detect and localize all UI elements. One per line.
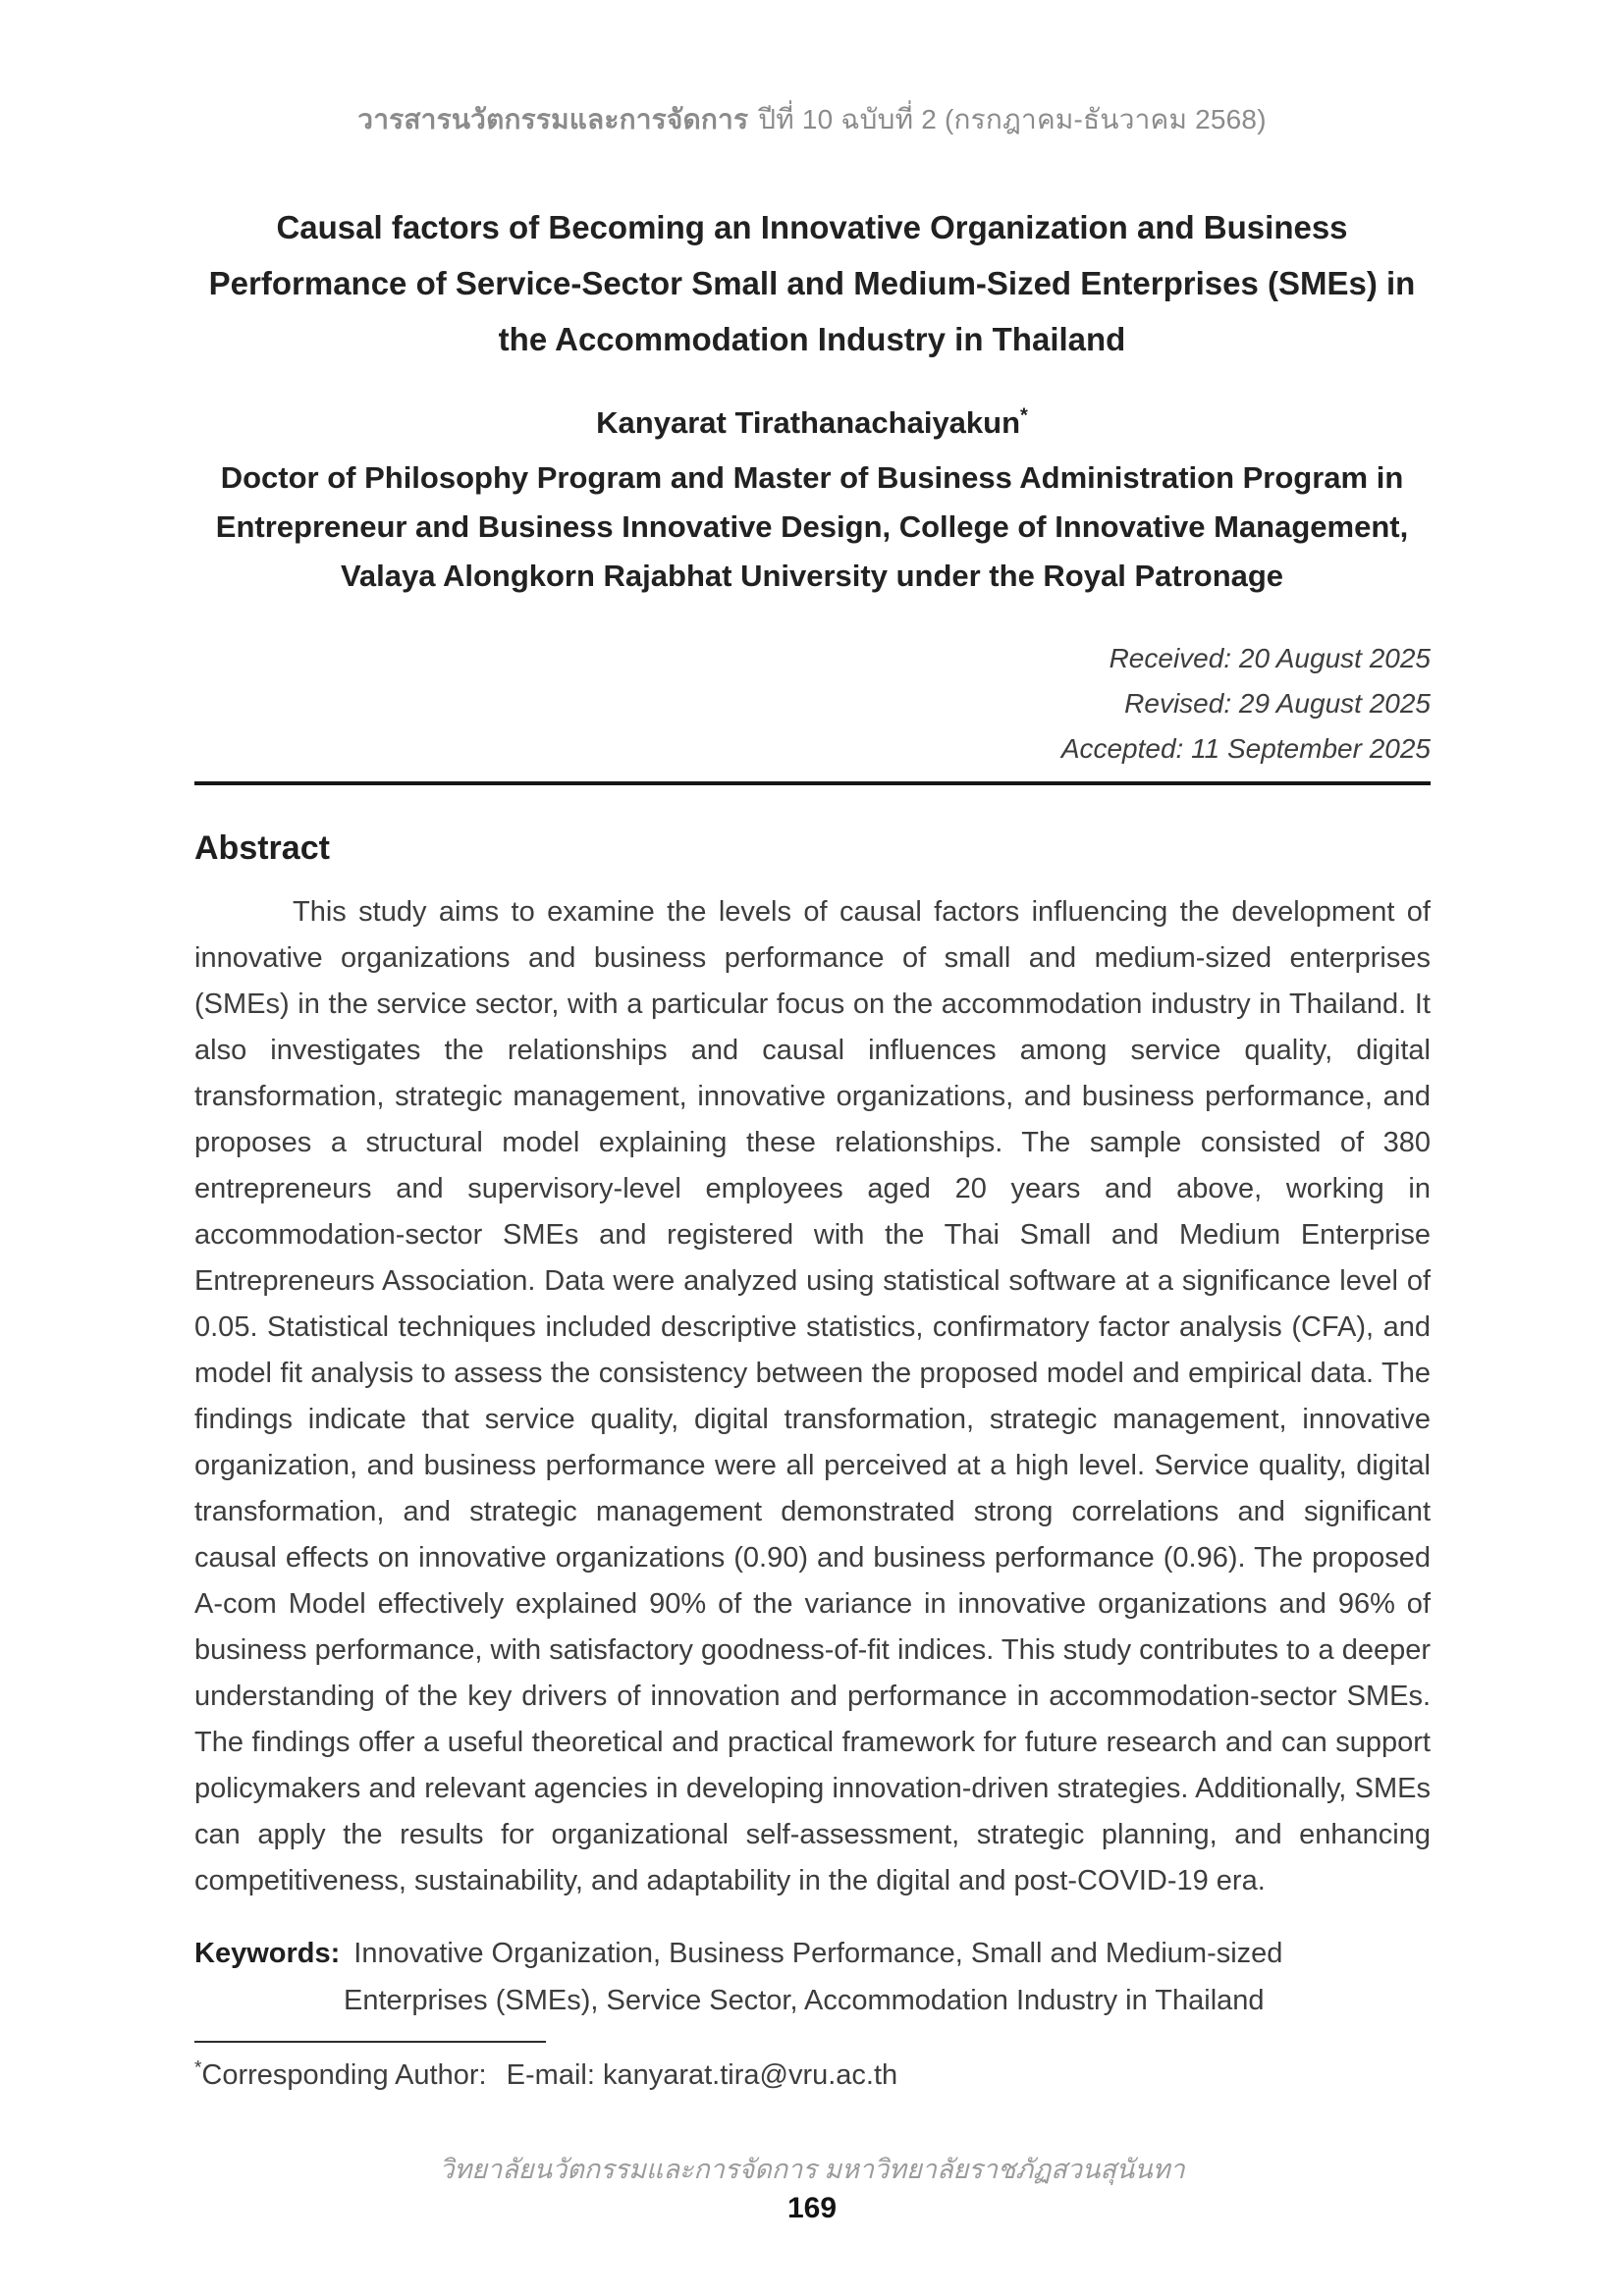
journal-header xyxy=(0,98,1624,141)
footnote-email-label: E-mail: xyxy=(506,2059,595,2091)
institution-footer: วิทยาลัยนวัตกรรมและการจัดการ มหาวิทยาลัยราชภัฏสวนสุนันทา xyxy=(439,2155,1185,2184)
page-number: 169 xyxy=(786,2192,838,2224)
affiliation-line-3: Valaya Alongkorn Rajabhat University under the Royal Patronage xyxy=(340,559,1284,593)
abstract-heading: Abstract xyxy=(194,829,330,867)
affiliation-line-1: Doctor of Philosophy Program and Master of Business Administration Program in xyxy=(220,460,1404,495)
footnote-divider-rule xyxy=(194,2041,546,2043)
author-name: Kanyarat Tirathanachaiyakun xyxy=(596,405,1021,440)
footnote-email-address: kanyarat.tira@vru.ac.th xyxy=(602,2059,898,2091)
submission-dates xyxy=(1061,636,1431,772)
paper-title xyxy=(98,199,1526,367)
author-line xyxy=(0,405,1624,441)
footnote-marker: * xyxy=(194,2057,202,2079)
abstract-text: This study aims to examine the levels of causal factors influencing the development of innovative organizations and business performance of small and medium-sized enterprises (SMEs) in the service sector, with a particular focus on the accommodation industry in Thailand. It also investigates the relationships and causal influences among service quality, digital transformation, strategic management, innovative organizations, and business performance, and proposes a structural model explaining these relationships. The sample consisted of 380 entrepreneurs and supervisory-level employees aged 20 years and above, working in accommodation-sector SMEs and registered with the Thai Small and Medium Enterprise Entrepreneurs Association. Data were analyzed using statistical software at a significance level of 0.05. Statistical techniques included descriptive statistics, confirmatory factor analysis (CFA), and model fit analysis to assess the consistency between the proposed model and empirical data. The findings indicate that service quality, digital transformation, strategic management, innovative organization, and business performance were all perceived at a high level. Service quality, digital transformation, and strategic management demonstrated strong correlations and significant causal effects on innovative organizations (0.90) and business performance (0.96). The proposed A-com Model effectively explained 90% of the variance in innovative organizations and 96% of business performance, with satisfactory goodness-of-fit indices. This study contributes to a deeper understanding of the key drivers of innovation and performance in accommodation-sector SMEs. The findings offer a useful theoretical and practical framework for future research and can support policymakers and relevant agencies in developing innovation-driven strategies. Additionally, SMEs can apply the results for organizational self-assessment, strategic planning, and enhancing competitiveness, sustainability, and adaptability in the digital and post-COVID-19 era. xyxy=(194,896,1431,1896)
title-line-2: Performance of Service-Sector Small and Medium-Sized Enterprises (SMEs) in xyxy=(208,265,1416,301)
corresponding-author-note xyxy=(194,2059,897,2092)
received-date: Received: 20 August 2025 xyxy=(1109,643,1431,673)
header-divider-rule xyxy=(194,781,1431,785)
affiliation-line-2: Entrepreneur and Business Innovative Design, College of Innovative Management, xyxy=(215,509,1409,544)
journal-issue-info: ปีที่ 10 ฉบับที่ 2 (กรกฎาคม-ธันวาคม 2568) xyxy=(758,104,1267,134)
title-line-3: the Accommodation Industry in Thailand xyxy=(498,321,1126,357)
journal-name: วารสารนวัตกรรมและการจัดการ xyxy=(357,104,749,134)
keywords-block xyxy=(194,1930,1431,2024)
title-line-1: Causal factors of Becoming an Innovative Organization and Business xyxy=(276,209,1348,245)
affiliation xyxy=(98,454,1526,601)
keywords-label: Keywords: xyxy=(194,1938,341,1969)
footnote-label: Corresponding Author: xyxy=(201,2059,487,2091)
author-corresponding-marker: * xyxy=(1020,404,1028,427)
keywords-text: Innovative Organization, Business Performance, Small and Medium-sized Enterprises (SMEs), Service Sector, Accommodation Industry in Thailand xyxy=(344,1938,1283,2016)
accepted-date: Accepted: 11 September 2025 xyxy=(1060,733,1431,764)
revised-date: Revised: 29 August 2025 xyxy=(1124,688,1431,719)
